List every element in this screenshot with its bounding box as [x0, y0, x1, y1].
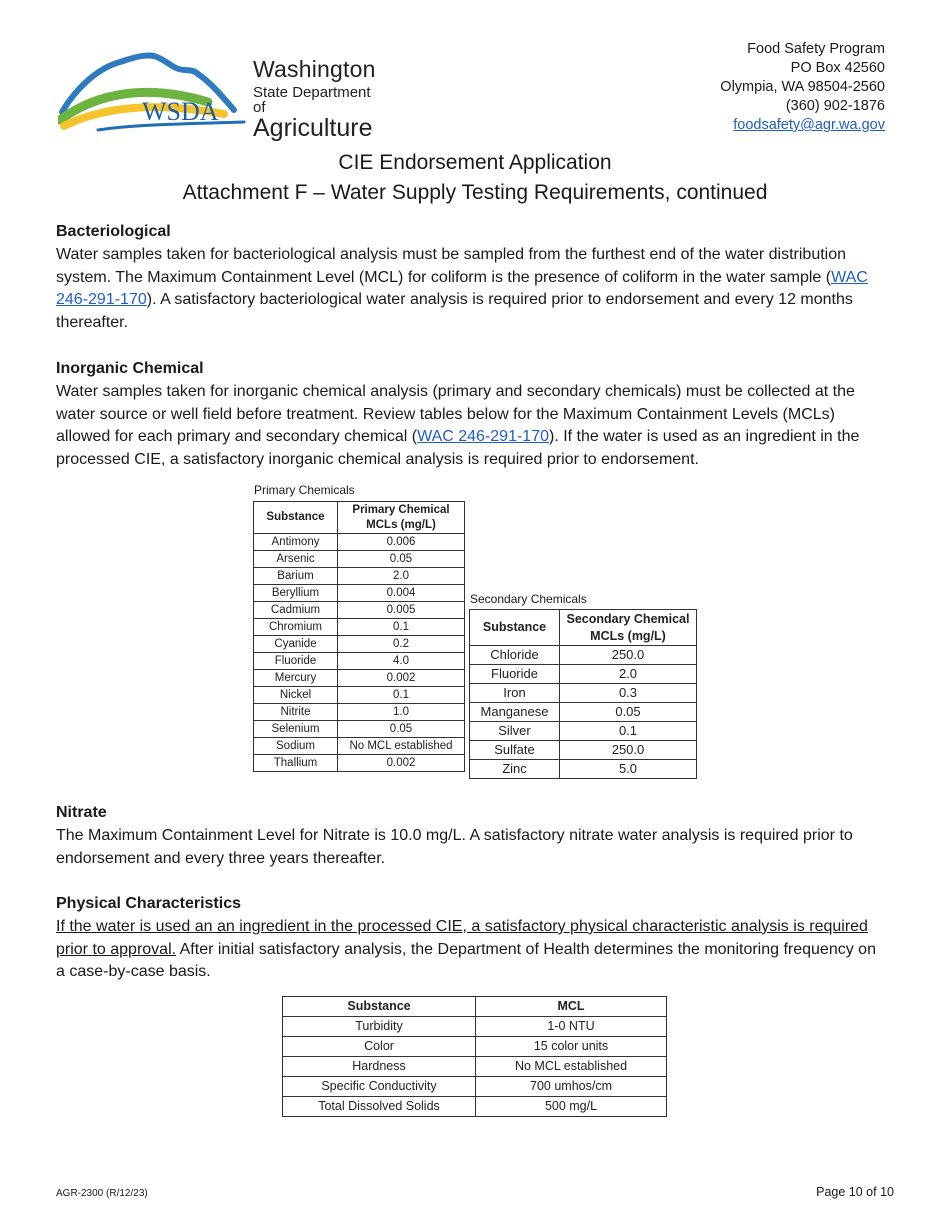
table-row: [254, 687, 465, 704]
mcl-cell: 0.3: [560, 684, 697, 703]
logo-line-2: State Department of: [253, 84, 371, 116]
table-header: MCL: [476, 997, 667, 1017]
substance-cell: Mercury: [254, 670, 338, 687]
address-block: [720, 40, 885, 135]
table-row: [470, 665, 697, 684]
substance-cell: Cadmium: [254, 602, 338, 619]
substance-cell: Nitrite: [254, 704, 338, 721]
substance-cell: Chromium: [254, 619, 338, 636]
bacteriological-section: [56, 221, 886, 335]
table-row: [254, 534, 465, 551]
nitrate-heading: Nitrate: [56, 804, 107, 821]
table-header: Substance: [470, 610, 560, 646]
table-header: Substance: [254, 502, 338, 534]
substance-cell: Fluoride: [254, 653, 338, 670]
substance-cell: Antimony: [254, 534, 338, 551]
wac-link[interactable]: WAC 246-291-170: [417, 428, 549, 446]
substance-cell: Manganese: [470, 703, 560, 722]
mcl-cell: 700 umhos/cm: [476, 1077, 667, 1097]
email-link[interactable]: foodsafety@agr.wa.gov: [733, 117, 885, 133]
secondary-table-caption: Secondary Chemicals: [470, 592, 587, 606]
substance-cell: Cyanide: [254, 636, 338, 653]
substance-cell: Color: [283, 1037, 476, 1057]
physical-section: [56, 893, 886, 984]
page-title: [0, 148, 950, 208]
inorganic-text: Water samples taken for inorganic chemical analysis (primary and secondary chemicals) must be collected at the water source or well field before treatment. Review tables below for the Maximum Containment Levels (MCLs) allowed for each primary and secondary chemical (WAC 246-291-170). If the water is used as an ingredient in the processed CIE, a satisfactory inorganic chemical analysis is required prior to endorsement.: [56, 382, 860, 469]
table-row: [470, 760, 697, 779]
inorganic-heading: Inorganic Chemical: [56, 360, 204, 377]
page-number: Page 10 of 10: [816, 1185, 894, 1199]
substance-cell: Iron: [470, 684, 560, 703]
mcl-cell: 2.0: [338, 568, 465, 585]
substance-cell: Hardness: [283, 1057, 476, 1077]
physical-text: If the water is used an an ingredient in the processed CIE, a satisfactory physical characteristic analysis is required prior to approval. After initial satisfactory analysis, the Department of Health determines the monitoring frequency on a case-by-case basis.: [56, 917, 876, 981]
substance-cell: Nickel: [254, 687, 338, 704]
table-row: [283, 1037, 667, 1057]
table-row: [254, 721, 465, 738]
table-header: Secondary Chemical MCLs (mg/L): [560, 610, 697, 646]
mcl-cell: 0.005: [338, 602, 465, 619]
primary-table-caption: Primary Chemicals: [254, 483, 355, 497]
title-line-1: CIE Endorsement Application: [338, 151, 612, 174]
logo-line-3: Agriculture: [253, 114, 373, 142]
po-box: PO Box 42560: [790, 60, 885, 76]
table-row: [254, 602, 465, 619]
table-row: [283, 1057, 667, 1077]
mcl-cell: 0.05: [338, 551, 465, 568]
table-row: [470, 646, 697, 665]
secondary-chemicals-table: [469, 609, 697, 779]
mcl-cell: 5.0: [560, 760, 697, 779]
table-row: [254, 670, 465, 687]
mcl-cell: 2.0: [560, 665, 697, 684]
table-row: [470, 703, 697, 722]
mcl-cell: 0.05: [338, 721, 465, 738]
substance-cell: Sulfate: [470, 741, 560, 760]
table-row: [254, 755, 465, 772]
primary-chemicals-table: [253, 501, 465, 772]
mcl-cell: 0.004: [338, 585, 465, 602]
substance-cell: Chloride: [470, 646, 560, 665]
mcl-cell: 0.006: [338, 534, 465, 551]
substance-cell: Arsenic: [254, 551, 338, 568]
substance-cell: Zinc: [470, 760, 560, 779]
mcl-cell: 0.2: [338, 636, 465, 653]
bacteriological-heading: Bacteriological: [56, 223, 171, 240]
table-row: [254, 738, 465, 755]
table-row: [470, 722, 697, 741]
substance-cell: Selenium: [254, 721, 338, 738]
mcl-cell: 0.002: [338, 670, 465, 687]
bacteriological-text: Water samples taken for bacteriological analysis must be sampled from the furthest end of the water distribution system. The Maximum Containment Level (MCL) for coliform is the presence of coliform in the water sample (WAC 246-291-170). A satisfactory bacteriological water analysis is required prior to endorsement and every 12 months thereafter.: [56, 245, 868, 332]
program-name: Food Safety Program: [747, 41, 885, 57]
table-row: [254, 551, 465, 568]
physical-heading: Physical Characteristics: [56, 895, 241, 912]
table-row: [283, 1017, 667, 1037]
table-row: [470, 741, 697, 760]
substance-cell: Fluoride: [470, 665, 560, 684]
inorganic-section: [56, 358, 886, 472]
mcl-cell: 1-0 NTU: [476, 1017, 667, 1037]
logo-abbrev: WSDA: [142, 97, 219, 126]
mcl-cell: 15 color units: [476, 1037, 667, 1057]
substance-cell: Turbidity: [283, 1017, 476, 1037]
substance-cell: Specific Conductivity: [283, 1077, 476, 1097]
physical-characteristics-table: [282, 996, 667, 1117]
table-row: [254, 704, 465, 721]
table-row: [254, 585, 465, 602]
table-row: [254, 653, 465, 670]
nitrate-section: [56, 802, 886, 870]
table-row: [254, 568, 465, 585]
mcl-cell: 0.1: [560, 722, 697, 741]
wsda-logo-icon: [58, 50, 248, 132]
mcl-cell: 0.1: [338, 687, 465, 704]
nitrate-text: The Maximum Containment Level for Nitrate is 10.0 mg/L. A satisfactory nitrate water analysis is required prior to endorsement and every three years thereafter.: [56, 826, 853, 867]
mcl-cell: 0.002: [338, 755, 465, 772]
title-line-2: Attachment F – Water Supply Testing Requirements, continued: [182, 181, 768, 204]
mcl-cell: 1.0: [338, 704, 465, 721]
table-header: Substance: [283, 997, 476, 1017]
mcl-cell: 250.0: [560, 741, 697, 760]
wsda-logo: [58, 50, 378, 142]
mcl-cell: 250.0: [560, 646, 697, 665]
mcl-cell: 0.05: [560, 703, 697, 722]
mcl-cell: 500 mg/L: [476, 1097, 667, 1117]
mcl-cell: No MCL established: [338, 738, 465, 755]
substance-cell: Thallium: [254, 755, 338, 772]
table-row: [254, 619, 465, 636]
form-number: AGR-2300 (R/12/23): [56, 1188, 148, 1199]
logo-line-1: Washington: [253, 56, 376, 82]
substance-cell: Silver: [470, 722, 560, 741]
city-line: Olympia, WA 98504-2560: [720, 79, 885, 95]
substance-cell: Barium: [254, 568, 338, 585]
mcl-cell: No MCL established: [476, 1057, 667, 1077]
substance-cell: Sodium: [254, 738, 338, 755]
wac-link[interactable]: WAC 246-291-170: [56, 268, 868, 309]
table-row: [283, 1077, 667, 1097]
table-header: Primary Chemical MCLs (mg/L): [338, 502, 465, 534]
substance-cell: Beryllium: [254, 585, 338, 602]
table-row: [254, 636, 465, 653]
table-row: [470, 684, 697, 703]
phone: (360) 902-1876: [785, 98, 885, 114]
table-row: [283, 1097, 667, 1117]
mcl-cell: 0.1: [338, 619, 465, 636]
substance-cell: Total Dissolved Solids: [283, 1097, 476, 1117]
mcl-cell: 4.0: [338, 653, 465, 670]
